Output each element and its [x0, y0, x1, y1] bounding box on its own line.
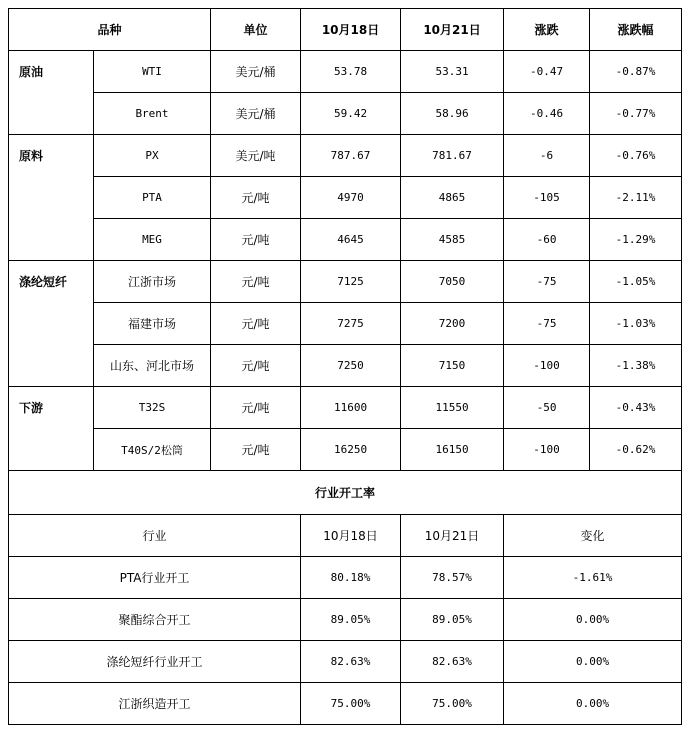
item-change-pct: -0.77% — [590, 93, 682, 135]
item-date1-value: 4970 — [301, 177, 401, 219]
item-change: -100 — [504, 345, 590, 387]
item-name: 山东、河北市场 — [94, 345, 211, 387]
item-change: -0.46 — [504, 93, 590, 135]
table-row — [9, 135, 682, 177]
item-date1-value: 59.42 — [301, 93, 401, 135]
item-change: -60 — [504, 219, 590, 261]
item-change-pct: -1.05% — [590, 261, 682, 303]
rate-date2: 89.05% — [401, 599, 504, 641]
item-date2-value: 7050 — [401, 261, 504, 303]
header-change-pct: 涨跌幅 — [590, 9, 682, 51]
item-change: -100 — [504, 429, 590, 471]
item-change-pct: -1.38% — [590, 345, 682, 387]
item-name: 江浙市场 — [94, 261, 211, 303]
item-date1-value: 53.78 — [301, 51, 401, 93]
item-unit: 元/吨 — [211, 387, 301, 429]
item-unit: 美元/桶 — [211, 93, 301, 135]
item-name: T40S/2松筒 — [94, 429, 211, 471]
rate-date2: 75.00% — [401, 683, 504, 725]
item-change-pct: -0.76% — [590, 135, 682, 177]
item-change: -6 — [504, 135, 590, 177]
item-name: WTI — [94, 51, 211, 93]
item-unit: 元/吨 — [211, 219, 301, 261]
industry-name: 聚酯综合开工 — [9, 599, 301, 641]
category-cell: 原油 — [9, 51, 94, 135]
item-name: PTA — [94, 177, 211, 219]
item-change-pct: -1.29% — [590, 219, 682, 261]
rate-date2: 78.57% — [401, 557, 504, 599]
item-unit: 美元/桶 — [211, 51, 301, 93]
header-date1: 10月18日 — [301, 9, 401, 51]
industry-name: 江浙织造开工 — [9, 683, 301, 725]
item-change-pct: -0.87% — [590, 51, 682, 93]
header-variety: 品种 — [9, 9, 211, 51]
item-date1-value: 7250 — [301, 345, 401, 387]
item-name: T32S — [94, 387, 211, 429]
item-change: -0.47 — [504, 51, 590, 93]
table-row — [9, 387, 682, 429]
table-row — [9, 599, 682, 641]
rate-change: 0.00% — [504, 599, 682, 641]
rate-date1: 89.05% — [301, 599, 401, 641]
item-change-pct: -1.03% — [590, 303, 682, 345]
item-name: PX — [94, 135, 211, 177]
header-date2: 10月21日 — [401, 515, 504, 557]
item-change-pct: -0.62% — [590, 429, 682, 471]
item-date1-value: 11600 — [301, 387, 401, 429]
item-unit: 元/吨 — [211, 261, 301, 303]
item-change: -75 — [504, 303, 590, 345]
item-unit: 元/吨 — [211, 345, 301, 387]
item-change-pct: -2.11% — [590, 177, 682, 219]
table-row — [9, 219, 682, 261]
item-date2-value: 7150 — [401, 345, 504, 387]
item-date1-value: 7275 — [301, 303, 401, 345]
table-row — [9, 51, 682, 93]
table-row — [9, 557, 682, 599]
item-name: Brent — [94, 93, 211, 135]
item-date2-value: 781.67 — [401, 135, 504, 177]
price-table — [8, 8, 682, 725]
table-row — [9, 177, 682, 219]
item-date1-value: 787.67 — [301, 135, 401, 177]
header-row — [9, 9, 682, 51]
rate-change: 0.00% — [504, 683, 682, 725]
header-change: 涨跌 — [504, 9, 590, 51]
table-row — [9, 641, 682, 683]
rate-date1: 75.00% — [301, 683, 401, 725]
category-cell: 涤纶短纤 — [9, 261, 94, 387]
category-cell: 下游 — [9, 387, 94, 471]
item-name: 福建市场 — [94, 303, 211, 345]
rate-date1: 80.18% — [301, 557, 401, 599]
item-unit: 元/吨 — [211, 429, 301, 471]
item-change: -105 — [504, 177, 590, 219]
rate-change: -1.61% — [504, 557, 682, 599]
item-date2-value: 4865 — [401, 177, 504, 219]
item-change: -50 — [504, 387, 590, 429]
category-cell: 原料 — [9, 135, 94, 261]
section-title-row — [9, 471, 682, 515]
item-date1-value: 7125 — [301, 261, 401, 303]
item-unit: 元/吨 — [211, 303, 301, 345]
item-date2-value: 16150 — [401, 429, 504, 471]
header-change: 变化 — [504, 515, 682, 557]
item-date2-value: 7200 — [401, 303, 504, 345]
item-date1-value: 16250 — [301, 429, 401, 471]
rate-date1: 82.63% — [301, 641, 401, 683]
section-title: 行业开工率 — [9, 471, 682, 515]
item-date2-value: 58.96 — [401, 93, 504, 135]
operating-header-row — [9, 515, 682, 557]
item-unit: 美元/吨 — [211, 135, 301, 177]
item-name: MEG — [94, 219, 211, 261]
table-row — [9, 429, 682, 471]
item-date2-value: 53.31 — [401, 51, 504, 93]
table-row — [9, 261, 682, 303]
item-change-pct: -0.43% — [590, 387, 682, 429]
item-date1-value: 4645 — [301, 219, 401, 261]
item-unit: 元/吨 — [211, 177, 301, 219]
header-date1: 10月18日 — [301, 515, 401, 557]
table-row — [9, 93, 682, 135]
header-date2: 10月21日 — [401, 9, 504, 51]
rate-date2: 82.63% — [401, 641, 504, 683]
industry-name: PTA行业开工 — [9, 557, 301, 599]
header-unit: 单位 — [211, 9, 301, 51]
item-date2-value: 4585 — [401, 219, 504, 261]
industry-name: 涤纶短纤行业开工 — [9, 641, 301, 683]
table-row — [9, 345, 682, 387]
rate-change: 0.00% — [504, 641, 682, 683]
table-row — [9, 303, 682, 345]
header-industry: 行业 — [9, 515, 301, 557]
item-change: -75 — [504, 261, 590, 303]
item-date2-value: 11550 — [401, 387, 504, 429]
table-row — [9, 683, 682, 725]
